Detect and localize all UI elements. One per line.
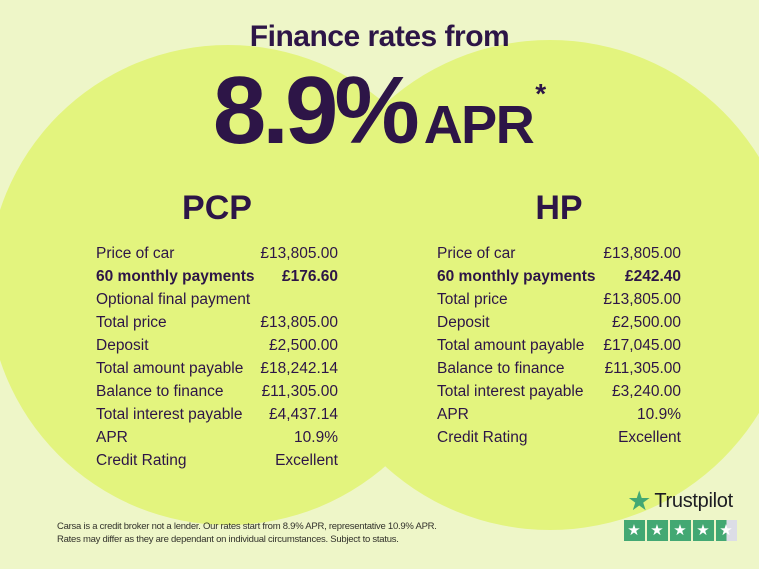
row-label: Total amount payable — [96, 360, 244, 377]
finance-table-row — [437, 311, 681, 334]
row-label: Deposit — [437, 314, 490, 331]
row-value: £13,805.00 — [603, 291, 681, 308]
finance-table-row — [437, 403, 681, 426]
finance-table-row — [437, 380, 681, 403]
star-icon: ★ — [650, 522, 664, 539]
hp-finance-table — [437, 190, 681, 449]
hp-heading: HP — [535, 189, 583, 227]
row-value: £176.60 — [281, 268, 338, 285]
row-value: £11,305.00 — [261, 383, 338, 400]
disclaimer-line-1: Carsa is a credit broker not a lender. Our rates start from 8.9% APR, representative 10.9% APR. — [57, 521, 437, 532]
star-box-filled — [647, 520, 668, 541]
row-label: 60 monthly payments — [437, 268, 596, 285]
hp-rows — [437, 242, 681, 449]
finance-table-row — [437, 265, 681, 288]
row-value: Excellent — [275, 452, 338, 469]
star-icon: ★ — [719, 522, 733, 539]
row-value: £242.40 — [624, 268, 681, 285]
trustpilot-badge — [618, 488, 742, 541]
trustpilot-logo — [627, 488, 733, 515]
finance-table-row — [437, 242, 681, 265]
pcp-finance-table — [96, 190, 338, 472]
rate-asterisk: * — [535, 78, 547, 109]
finance-table-row — [96, 311, 338, 334]
row-label: Price of car — [96, 245, 175, 262]
row-label: Total amount payable — [437, 337, 585, 354]
row-value: £3,240.00 — [612, 383, 681, 400]
star-box-filled — [693, 520, 714, 541]
row-value: Excellent — [618, 429, 681, 446]
row-label: Balance to finance — [96, 383, 224, 400]
row-value: £4,437.14 — [269, 406, 338, 423]
row-label: APR — [96, 429, 128, 446]
finance-table-row — [96, 449, 338, 472]
legal-disclaimer — [57, 521, 437, 546]
trustpilot-star-icon: ★ — [627, 486, 652, 516]
row-label: Credit Rating — [437, 429, 528, 446]
star-box-half — [716, 520, 737, 541]
trustpilot-rating-stars — [624, 520, 737, 541]
row-label: Total price — [96, 314, 167, 331]
row-label: 60 monthly payments — [96, 268, 255, 285]
row-label: Credit Rating — [96, 452, 187, 469]
finance-table-row — [437, 357, 681, 380]
row-label: Deposit — [96, 337, 149, 354]
row-value: £13,805.00 — [603, 245, 681, 262]
finance-table-row — [96, 357, 338, 380]
row-value: £11,305.00 — [604, 360, 681, 377]
finance-table-row — [96, 265, 338, 288]
pcp-heading: PCP — [182, 189, 252, 227]
finance-table-row — [96, 426, 338, 449]
rate-unit: APR — [423, 95, 534, 155]
finance-table-row — [437, 288, 681, 311]
row-value: £2,500.00 — [612, 314, 681, 331]
row-label: Total interest payable — [437, 383, 584, 400]
trustpilot-brand-name: Trustpilot — [654, 490, 733, 512]
star-icon: ★ — [696, 522, 710, 539]
row-value: £13,805.00 — [260, 314, 338, 331]
headline-rate — [0, 56, 759, 166]
star-box-filled — [624, 520, 645, 541]
finance-table-row — [437, 334, 681, 357]
star-icon: ★ — [627, 522, 641, 539]
row-value: £2,500.00 — [269, 337, 338, 354]
row-value: £18,242.14 — [260, 360, 338, 377]
finance-table-row — [96, 403, 338, 426]
star-icon: ★ — [673, 522, 687, 539]
row-value: 10.9% — [637, 406, 681, 423]
finance-table-row — [96, 288, 338, 311]
disclaimer-line-2: Rates may differ as they are dependant on individual circumstances. Subject to status. — [57, 533, 399, 545]
row-value: 10.9% — [294, 429, 338, 446]
finance-table-row — [96, 380, 338, 403]
row-label: Price of car — [437, 245, 516, 262]
row-value: £13,805.00 — [260, 245, 338, 262]
row-label: Total interest payable — [96, 406, 243, 423]
finance-table-row — [437, 426, 681, 449]
row-value: £17,045.00 — [603, 337, 681, 354]
row-label: Balance to finance — [437, 360, 565, 377]
star-box-filled — [670, 520, 691, 541]
finance-table-row — [96, 334, 338, 357]
pcp-rows — [96, 242, 338, 472]
page-title: Finance rates from — [249, 20, 510, 53]
rate-value: 8.9% — [212, 57, 416, 164]
finance-table-row — [96, 242, 338, 265]
row-label: APR — [437, 406, 469, 423]
row-label: Optional final payment — [96, 291, 251, 308]
row-label: Total price — [437, 291, 508, 308]
